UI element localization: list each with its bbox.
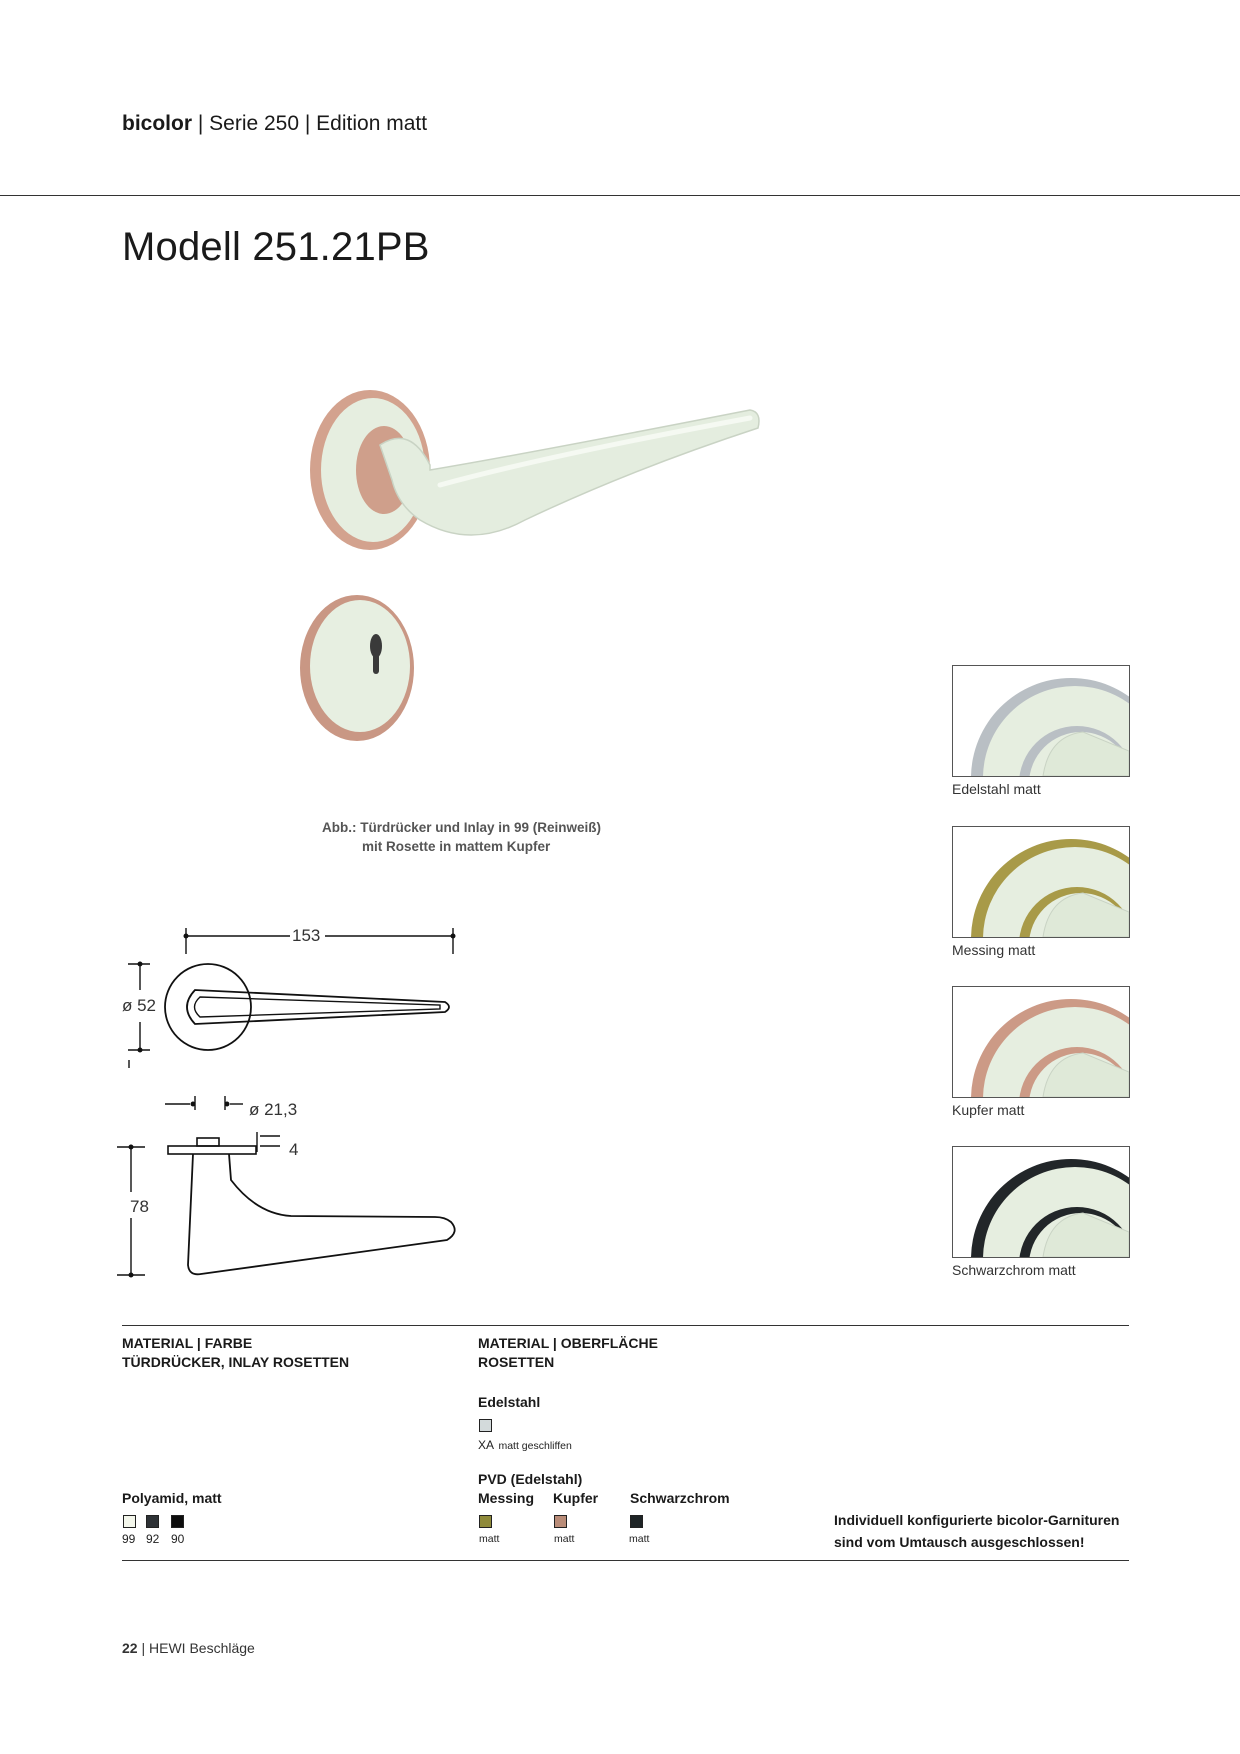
notice-line-1: Individuell konfigurierte bicolor-Garnituren bbox=[834, 1512, 1120, 1528]
exchange-notice bbox=[834, 1509, 1119, 1553]
finish-swatch-label: Schwarzchrom matt bbox=[952, 1262, 1076, 1278]
edelstahl-finish bbox=[478, 1436, 572, 1454]
page-footer bbox=[122, 1640, 255, 1656]
finish-swatch-card bbox=[952, 826, 1130, 938]
dim-marker bbox=[451, 934, 456, 939]
polyamid-color-code: 99 bbox=[122, 1532, 136, 1546]
edelstahl-desc: matt geschliffen bbox=[498, 1440, 572, 1452]
header-separator: | bbox=[299, 112, 317, 135]
drawing-neck bbox=[197, 1138, 219, 1146]
edelstahl-swatch bbox=[479, 1419, 492, 1432]
section-rule-bottom bbox=[122, 1560, 1129, 1561]
edelstahl-title: Edelstahl bbox=[478, 1394, 541, 1410]
dim-marker bbox=[138, 1048, 143, 1053]
material-farbe-heading-line-2: TÜRDRÜCKER, INLAY ROSETTEN bbox=[122, 1354, 350, 1370]
polyamid-title: Polyamid, matt bbox=[122, 1490, 222, 1506]
section-rule-top bbox=[122, 1325, 1129, 1326]
drawing-rosette bbox=[165, 964, 251, 1050]
polyamid-color-code: 92 bbox=[146, 1532, 160, 1546]
dimension-length: 153 bbox=[292, 926, 321, 945]
dimension-neck-diameter: ø 21,3 bbox=[249, 1100, 298, 1119]
material-oberflaeche-heading-line-1: MATERIAL | OBERFLÄCHE bbox=[478, 1335, 658, 1351]
pvd-item-swatch bbox=[554, 1515, 567, 1528]
pvd-title: PVD (Edelstahl) bbox=[478, 1471, 583, 1487]
pvd-item-name: Schwarzchrom bbox=[630, 1490, 730, 1506]
polyamid-color-swatch bbox=[123, 1515, 136, 1528]
product-image bbox=[300, 370, 770, 750]
pvd-item-finish: matt bbox=[479, 1533, 500, 1545]
footer-separator: | bbox=[137, 1640, 149, 1656]
document-header bbox=[122, 112, 427, 136]
dim-marker bbox=[191, 1102, 196, 1107]
pvd-item-name: Kupfer bbox=[553, 1490, 599, 1506]
caption-line-2: mit Rosette in mattem Kupfer bbox=[362, 839, 551, 854]
dim-marker bbox=[225, 1102, 230, 1107]
caption-line-1: Abb.: Türdrücker und Inlay in 99 (Reinweiß) bbox=[322, 820, 602, 835]
finish-swatch-label: Kupfer matt bbox=[952, 1102, 1025, 1118]
page-number: 22 bbox=[122, 1640, 138, 1656]
page-title: Modell 251.21PB bbox=[122, 225, 430, 269]
dim-marker bbox=[129, 1145, 134, 1150]
pvd-item-finish: matt bbox=[554, 1533, 575, 1545]
header-brand: bicolor bbox=[122, 112, 193, 135]
material-oberflaeche-heading bbox=[478, 1334, 658, 1372]
dimension-rosette-thickness: 4 bbox=[289, 1140, 299, 1159]
drawing-lever-side bbox=[188, 1154, 455, 1274]
pvd-item-name: Messing bbox=[478, 1490, 535, 1506]
finish-swatch-card bbox=[952, 986, 1130, 1098]
header-rule bbox=[0, 195, 1240, 196]
key-rosette-inlay bbox=[310, 600, 410, 732]
dim-marker bbox=[184, 934, 189, 939]
dimension-height: 78 bbox=[130, 1197, 149, 1216]
dim-marker bbox=[129, 1273, 134, 1278]
drawing-rosette-side bbox=[168, 1146, 256, 1154]
finish-swatch-label: Edelstahl matt bbox=[952, 781, 1041, 797]
pvd-item-swatch bbox=[479, 1515, 492, 1528]
polyamid-color-swatch bbox=[146, 1515, 159, 1528]
material-farbe-heading bbox=[122, 1334, 349, 1372]
pvd-item-swatch bbox=[630, 1515, 643, 1528]
finish-swatch-label: Messing matt bbox=[952, 942, 1036, 958]
header-edition: Edition matt bbox=[316, 112, 428, 135]
polyamid-color-code: 90 bbox=[171, 1532, 185, 1546]
material-farbe-heading-line-1: MATERIAL | FARBE bbox=[122, 1335, 253, 1351]
material-oberflaeche-heading-line-2: ROSETTEN bbox=[478, 1354, 555, 1370]
image-caption bbox=[322, 818, 601, 856]
dim-marker bbox=[138, 962, 143, 967]
header-series: Serie 250 bbox=[209, 112, 300, 135]
header-separator: | bbox=[192, 112, 210, 135]
keyhole-slot bbox=[373, 646, 379, 674]
finish-swatch-card bbox=[952, 1146, 1130, 1258]
notice-line-2: sind vom Umtausch ausgeschlossen! bbox=[834, 1534, 1085, 1550]
dimension-rosette-diameter: ø 52 bbox=[122, 996, 157, 1015]
finish-swatch-card bbox=[952, 665, 1130, 777]
footer-text: HEWI Beschläge bbox=[149, 1640, 255, 1656]
edelstahl-code: XA bbox=[478, 1438, 495, 1452]
drawing-lever-top bbox=[187, 990, 449, 1024]
pvd-item-finish: matt bbox=[629, 1533, 650, 1545]
polyamid-color-swatch bbox=[171, 1515, 184, 1528]
